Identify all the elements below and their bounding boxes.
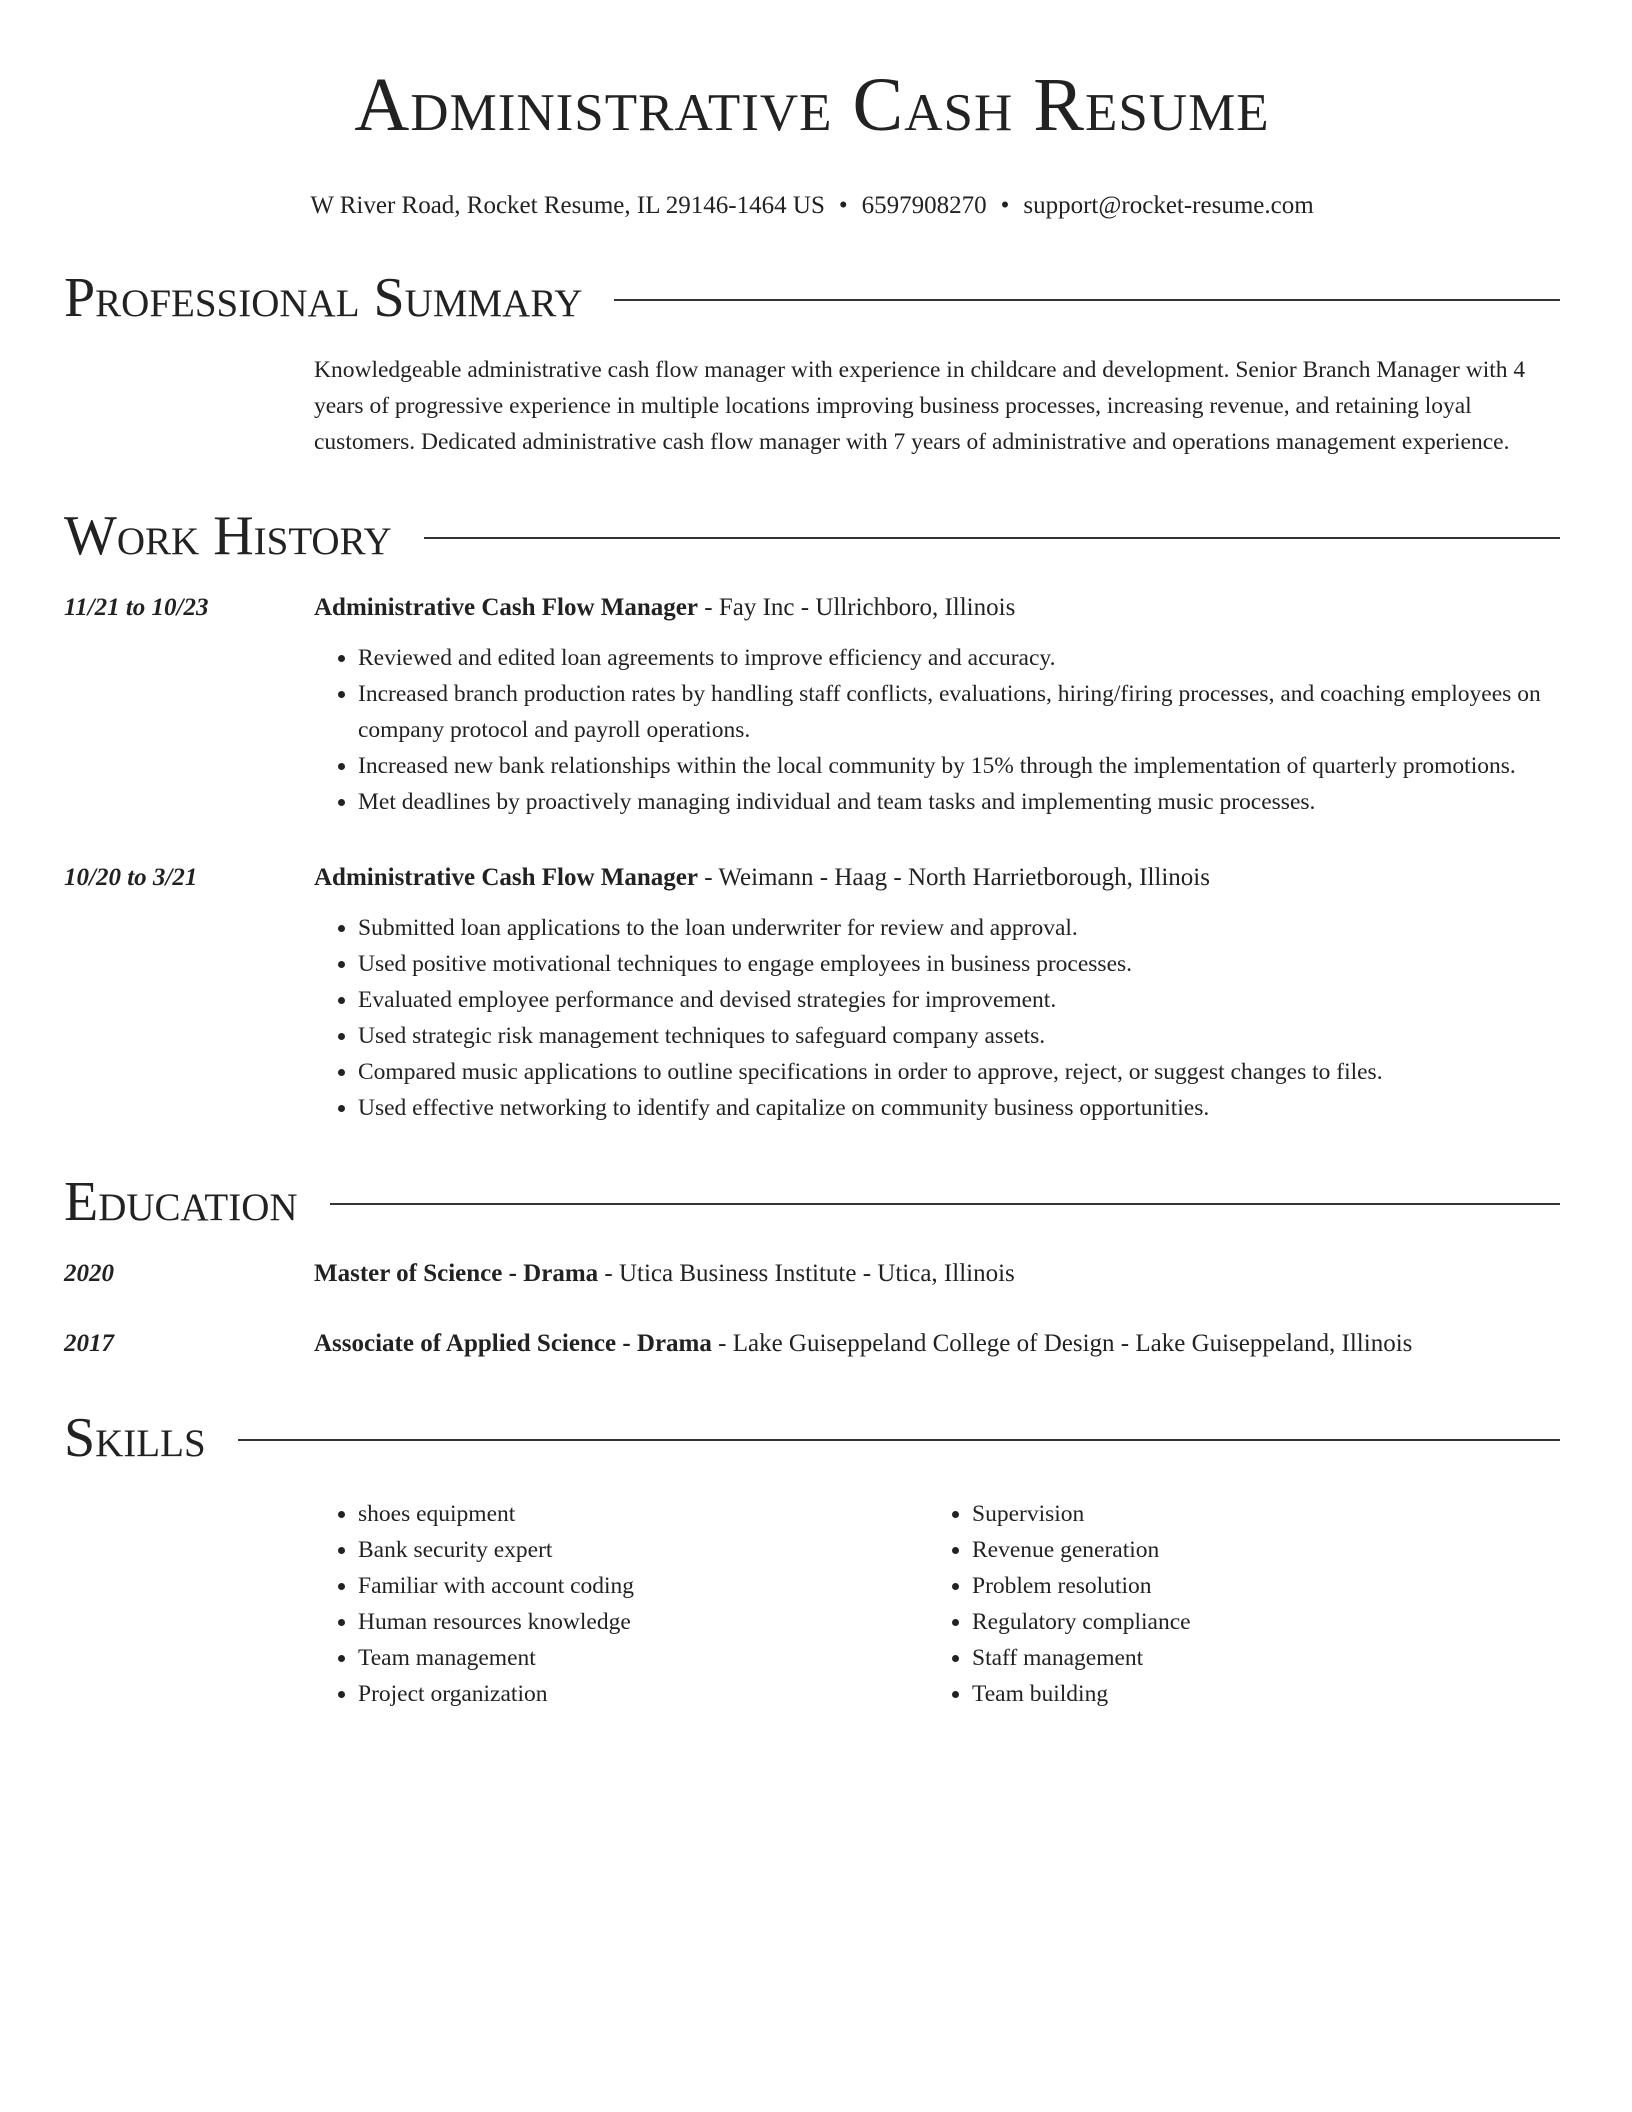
section-header-skills xyxy=(64,1406,1560,1470)
contact-phone: 6597908270 xyxy=(861,192,987,219)
job-entry xyxy=(64,590,1560,820)
skill-item: • Staff management xyxy=(972,1640,1542,1676)
section-divider xyxy=(424,537,1560,539)
skill-item: • Human resources knowledge xyxy=(358,1604,928,1640)
summary-text: Knowledgeable administrative cash flow manager with experience in childcare and development. Senior Branch Manager with 4 years of progressive experience in multiple locations improving business processes, increasing revenue, and retaining loyal customers. Dedicated administrative cash flow manager with 7 years of administrative and operations management experience. xyxy=(314,357,1526,455)
section-header-summary xyxy=(64,266,1560,330)
education-degree: Associate of Applied Science - Drama xyxy=(314,1330,712,1357)
education-row xyxy=(64,1326,1560,1362)
list-item: • Increased new bank relationships within the local community by 15% through the implementation of quarterly promotions. xyxy=(358,748,1560,784)
section-divider xyxy=(238,1439,1560,1441)
skill-item: • Team building xyxy=(972,1676,1542,1712)
skill-item: • Bank security expert xyxy=(358,1532,928,1568)
skill-item: • Problem resolution xyxy=(972,1568,1542,1604)
education-year: 2017 xyxy=(64,1330,114,1357)
section-title: Professional Summary xyxy=(64,267,583,329)
job-entry xyxy=(64,860,1560,1126)
list-item: • Compared music applications to outline specifications in order to approve, reject, or suggest changes to files. xyxy=(358,1054,1560,1090)
list-item: • Used strategic risk management techniques to safeguard company assets. xyxy=(358,1018,1560,1054)
list-item: • Reviewed and edited loan agreements to improve efficiency and accuracy. xyxy=(358,640,1560,676)
education-row xyxy=(64,1256,1560,1292)
education-heading xyxy=(314,1256,1560,1292)
job-body xyxy=(314,590,1560,820)
list-item: • Submitted loan applications to the loan underwriter for review and approval. xyxy=(358,910,1560,946)
resume-page xyxy=(64,60,1560,1712)
job-title: Administrative Cash Flow Manager xyxy=(314,864,698,891)
skill-item: • Regulatory compliance xyxy=(972,1604,1542,1640)
job-details: - Weimann - Haag - North Harrietborough, Illinois xyxy=(698,864,1210,891)
job-dates: 10/20 to 3/21 xyxy=(64,864,198,891)
education-entry xyxy=(64,1256,1560,1292)
education-entry xyxy=(64,1326,1560,1362)
job-row xyxy=(64,860,1560,1126)
contact-line xyxy=(64,190,1560,222)
list-item: • Evaluated employee performance and devised strategies for improvement. xyxy=(358,982,1560,1018)
skill-item: • Supervision xyxy=(972,1496,1542,1532)
list-item: • Used positive motivational techniques to engage employees in business processes. xyxy=(358,946,1560,982)
job-details: - Fay Inc - Ullrichboro, Illinois xyxy=(698,594,1016,621)
education-details: - Lake Guiseppeland College of Design - Lake Guiseppeland, Illinois xyxy=(711,1330,1413,1357)
job-bullets xyxy=(314,640,1560,820)
section-divider xyxy=(614,299,1560,301)
section-title: Education xyxy=(64,1171,298,1233)
section-header-education xyxy=(64,1170,1560,1234)
skills-list-left xyxy=(314,1496,928,1712)
skills-columns xyxy=(314,1496,1560,1712)
section-title: Work History xyxy=(64,505,392,567)
contact-email: support@rocket-resume.com xyxy=(1023,192,1314,219)
list-item: • Met deadlines by proactively managing individual and team tasks and implementing music processes. xyxy=(358,784,1560,820)
contact-separator: • xyxy=(1000,192,1010,219)
skill-item: • shoes equipment xyxy=(358,1496,928,1532)
contact-address: W River Road, Rocket Resume, IL 29146-1464 US xyxy=(310,192,825,219)
resume-title: Administrative Cash Resume xyxy=(354,63,1270,147)
education-details: - Utica Business Institute - Utica, Illinois xyxy=(598,1260,1015,1287)
education-year: 2020 xyxy=(64,1260,114,1287)
job-row xyxy=(64,590,1560,820)
education-heading xyxy=(314,1326,1560,1362)
skills-list-right xyxy=(928,1496,1542,1712)
contact-separator: • xyxy=(838,192,848,219)
section-header-work-history xyxy=(64,504,1560,568)
job-title: Administrative Cash Flow Manager xyxy=(314,594,698,621)
job-heading xyxy=(314,860,1560,896)
job-bullets xyxy=(314,910,1560,1126)
skill-item: • Project organization xyxy=(358,1676,928,1712)
skill-item: • Team management xyxy=(358,1640,928,1676)
education-degree: Master of Science - Drama xyxy=(314,1260,599,1287)
list-item: • Increased branch production rates by handling staff conflicts, evaluations, hiring/firing processes, and coaching employees on company protocol and payroll operations. xyxy=(358,676,1560,748)
section-divider xyxy=(330,1203,1560,1205)
skill-item: • Familiar with account coding xyxy=(358,1568,928,1604)
skill-item: • Revenue generation xyxy=(972,1532,1542,1568)
job-dates: 11/21 to 10/23 xyxy=(64,594,209,621)
job-body xyxy=(314,860,1560,1126)
job-heading xyxy=(314,590,1560,626)
section-title: Skills xyxy=(64,1407,206,1469)
list-item: • Used effective networking to identify and capitalize on community business opportunities. xyxy=(358,1090,1560,1126)
